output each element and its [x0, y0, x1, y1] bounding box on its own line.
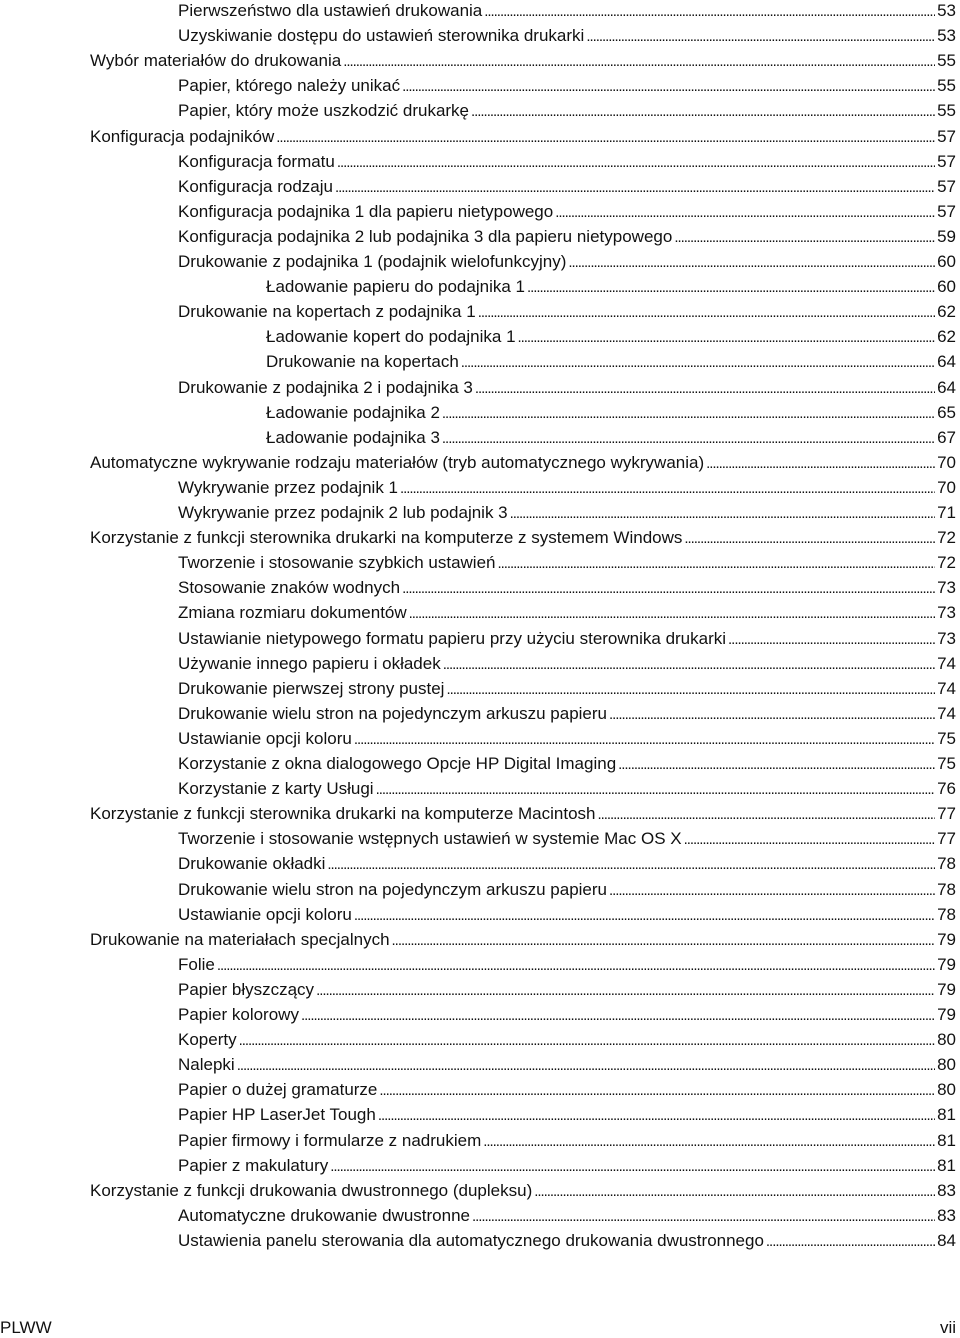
toc-entry[interactable]	[178, 653, 956, 675]
footer-page-number: vii	[939, 1318, 956, 1337]
toc-entry-page: 53	[937, 1, 956, 20]
toc-entry-title: Drukowanie wielu stron na pojedynczym arkuszu papieru	[178, 703, 607, 723]
toc-entry[interactable]	[178, 502, 956, 524]
toc-entry[interactable]	[178, 552, 956, 574]
toc-entry-title: Konfiguracja podajnika 2 lub podajnika 3 dla papieru nietypowego	[178, 226, 673, 246]
toc-dot-leader	[555, 201, 935, 224]
toc-entry-title: Papier kolorowy	[178, 1005, 299, 1024]
toc-entry[interactable]	[178, 1130, 956, 1152]
toc-entry-title: Tworzenie i stosowanie szybkich ustawień	[178, 553, 496, 573]
toc-entry-title: Korzystanie z funkcji sterownika drukarki na komputerze Macintosh	[90, 804, 596, 824]
toc-entry-page: 80	[937, 1080, 956, 1100]
toc-entry-title: Drukowanie pierwszej strony pustej	[178, 678, 445, 698]
toc-dot-leader	[510, 502, 935, 525]
toc-entry[interactable]	[178, 0, 956, 22]
toc-entry[interactable]	[178, 301, 956, 323]
toc-entry-title: Papier HP LaserJet Tough	[178, 1105, 376, 1125]
toc-entry[interactable]	[178, 954, 956, 976]
toc-dot-leader	[392, 929, 936, 952]
toc-entry-page: 55	[937, 76, 956, 96]
toc-entry-page: 62	[937, 327, 956, 347]
toc-entry-title: Uzyskiwanie dostępu do ustawień sterownika drukarki	[178, 26, 585, 46]
toc-entry[interactable]	[178, 602, 956, 624]
toc-entry-title: Drukowanie wielu stron na pojedynczym arkuszu papieru	[178, 879, 607, 899]
toc-entry-title: Stosowanie znaków wodnych	[178, 578, 401, 598]
toc-entry-page: 64	[937, 377, 956, 397]
toc-entry-title: Papier, który może uszkodzić drukarkę	[178, 101, 470, 121]
toc-entry[interactable]	[266, 402, 956, 424]
toc-entry[interactable]	[178, 151, 956, 173]
toc-entry[interactable]	[178, 477, 956, 499]
toc-dot-leader	[475, 377, 935, 400]
toc-dot-leader	[354, 904, 935, 927]
toc-entry[interactable]	[178, 377, 956, 399]
toc-dot-leader	[497, 552, 935, 575]
toc-dot-leader	[239, 1029, 935, 1052]
toc-entry-title: Ustawianie nietypowego formatu papieru przy użyciu sterownika drukarki	[178, 628, 727, 648]
toc-entry[interactable]	[178, 1079, 956, 1101]
toc-entry-page: 70	[937, 452, 956, 472]
toc-entry-page: 78	[937, 904, 956, 924]
toc-entry-page: 81	[937, 1155, 956, 1175]
toc-entry-title: Drukowanie z podajnika 1 (podajnik wielofunkcyjny)	[178, 252, 567, 271]
toc-entry[interactable]	[266, 276, 956, 298]
toc-dot-leader	[400, 477, 935, 500]
toc-entry[interactable]	[178, 879, 956, 901]
toc-entry-page: 72	[937, 553, 956, 573]
toc-dot-leader	[330, 1155, 935, 1178]
toc-entry-page: 53	[937, 26, 956, 46]
toc-entry[interactable]	[90, 527, 956, 549]
toc-entry[interactable]	[178, 853, 956, 875]
toc-entry[interactable]	[178, 1230, 956, 1252]
toc-entry[interactable]	[266, 427, 956, 449]
toc-entry[interactable]	[178, 1054, 956, 1076]
toc-entry-page: 83	[937, 1205, 956, 1225]
toc-entry-title: Ładowanie podajnika 3	[266, 427, 440, 447]
toc-dot-leader	[609, 703, 935, 726]
toc-entry[interactable]	[90, 803, 956, 825]
toc-dot-leader	[442, 402, 935, 425]
toc-entry[interactable]	[178, 75, 956, 97]
toc-entry[interactable]	[178, 176, 956, 198]
toc-dot-leader	[217, 954, 935, 977]
toc-entry-page: 70	[937, 477, 956, 497]
toc-dot-leader	[379, 1079, 935, 1102]
toc-entry-title: Drukowanie na kopertach	[266, 352, 459, 372]
toc-dot-leader	[728, 628, 935, 651]
toc-entry-page: 77	[937, 829, 956, 849]
toc-dot-leader	[706, 452, 935, 475]
toc-entry-page: 81	[937, 1130, 956, 1150]
toc-entry-page: 57	[937, 176, 956, 196]
toc-entry-title: Ładowanie podajnika 2	[266, 402, 440, 422]
toc-dot-leader	[461, 351, 935, 374]
toc-entry-page: 77	[937, 804, 956, 824]
toc-entry[interactable]	[266, 326, 956, 348]
toc-entry-title: Konfiguracja podajnika 1 dla papieru nietypowego	[178, 201, 554, 221]
toc-entry-title: Używanie innego papieru i okładek	[178, 653, 441, 673]
toc-entry-title: Papier firmowy i formularze z nadrukiem	[178, 1130, 482, 1150]
toc-dot-leader	[478, 301, 935, 324]
toc-entry-page: 55	[937, 51, 956, 71]
toc-entry[interactable]	[178, 1104, 956, 1126]
toc-dot-leader	[378, 1104, 935, 1127]
toc-entry[interactable]	[178, 1155, 956, 1177]
toc-entry[interactable]	[178, 1029, 956, 1051]
toc-entry[interactable]	[178, 25, 956, 47]
toc-entry-title: Korzystanie z okna dialogowego Opcje HP Digital Imaging	[178, 754, 617, 773]
toc-entry-title: Tworzenie i stosowanie wstępnych ustawień w systemie Mac OS X	[178, 829, 682, 849]
toc-entry[interactable]	[90, 452, 956, 474]
toc-dot-leader	[337, 151, 935, 174]
toc-dot-leader	[484, 0, 935, 23]
toc-entry-page: 81	[937, 1105, 956, 1125]
footer-document-code: PLWW	[0, 1318, 52, 1337]
toc-dot-leader	[327, 853, 935, 876]
toc-entry-title: Korzystanie z karty Usługi	[178, 779, 374, 799]
toc-entry-title: Drukowanie z podajnika 2 i podajnika 3	[178, 377, 473, 397]
toc-entry-page: 79	[937, 954, 956, 974]
toc-entry-title: Korzystanie z funkcji drukowania dwustronnego (dupleksu)	[90, 1180, 533, 1200]
toc-entry-page: 71	[937, 503, 956, 522]
toc-dot-leader	[518, 326, 936, 349]
toc-dot-leader	[766, 1230, 935, 1253]
toc-entry[interactable]	[178, 753, 956, 775]
toc-entry[interactable]	[178, 904, 956, 926]
toc-entry-page: 78	[937, 879, 956, 899]
toc-entry-page: 74	[937, 678, 956, 698]
toc-entry-title: Automatyczne wykrywanie rodzaju materiałów (tryb automatycznego wykrywania)	[90, 452, 705, 472]
toc-entry-title: Pierwszeństwo dla ustawień drukowania	[178, 1, 483, 20]
toc-dot-leader	[527, 276, 935, 299]
toc-entry-title: Papier o dużej gramaturze	[178, 1080, 378, 1100]
toc-entry-page: 74	[937, 653, 956, 673]
toc-entry-title: Papier z makulatury	[178, 1155, 329, 1175]
toc-entry-title: Ustawianie opcji koloru	[178, 728, 352, 748]
toc-dot-leader	[335, 176, 935, 199]
toc-entry-page: 57	[937, 126, 956, 146]
toc-entry-page: 60	[937, 252, 956, 271]
toc-entry[interactable]	[178, 678, 956, 700]
toc-entry-title: Folie	[178, 954, 215, 974]
toc-dot-leader	[402, 577, 935, 600]
toc-entry-title: Wykrywanie przez podajnik 2 lub podajnik 3	[178, 503, 508, 522]
toc-dot-leader	[409, 602, 935, 625]
toc-dot-leader	[568, 251, 935, 274]
toc-dot-leader	[343, 50, 935, 73]
toc-entry-page: 73	[937, 628, 956, 648]
toc-entry-title: Drukowanie okładki	[178, 854, 326, 874]
toc-entry[interactable]	[178, 979, 956, 1001]
toc-dot-leader	[609, 879, 935, 902]
toc-entry-title: Drukowanie na materiałach specjalnych	[90, 929, 390, 949]
toc-entry-page: 80	[937, 1055, 956, 1075]
toc-dot-leader	[483, 1130, 935, 1153]
toc-entry-page: 64	[937, 352, 956, 372]
toc-entry-title: Korzystanie z funkcji sterownika drukarki na komputerze z systemem Windows	[90, 528, 683, 548]
toc-entry[interactable]	[178, 703, 956, 725]
toc-entry-title: Konfiguracja podajników	[90, 126, 275, 146]
toc-entry[interactable]	[178, 728, 956, 750]
toc-entry[interactable]	[178, 628, 956, 650]
toc-dot-leader	[471, 100, 935, 123]
toc-entry-title: Drukowanie na kopertach z podajnika 1	[178, 302, 476, 322]
toc-entry[interactable]	[178, 577, 956, 599]
toc-dot-leader	[684, 527, 935, 550]
toc-dot-leader	[586, 25, 935, 48]
toc-entry[interactable]	[178, 201, 956, 223]
toc-entry-title: Koperty	[178, 1030, 237, 1050]
toc-entry[interactable]	[178, 828, 956, 850]
toc-entry-page: 57	[937, 201, 956, 221]
toc-entry-page: 62	[937, 302, 956, 322]
toc-entry[interactable]	[178, 226, 956, 248]
toc-entry-page: 75	[937, 754, 956, 773]
toc-dot-leader	[598, 803, 936, 826]
toc-entry-title: Wybór materiałów do drukowania	[90, 51, 342, 71]
toc-entry-page: 74	[937, 703, 956, 723]
toc-dot-leader	[534, 1180, 935, 1203]
toc-entry[interactable]	[178, 778, 956, 800]
toc-entry-page: 59	[937, 226, 956, 246]
toc-entry-page: 60	[937, 277, 956, 297]
toc-entry[interactable]	[90, 1180, 956, 1202]
toc-entry-page: 78	[937, 854, 956, 874]
toc-entry-title: Papier, którego należy unikać	[178, 76, 401, 96]
toc-entry[interactable]	[178, 1205, 956, 1227]
toc-entry[interactable]	[266, 351, 956, 373]
toc-entry[interactable]	[178, 1004, 956, 1026]
toc-dot-leader	[402, 75, 935, 98]
toc-entry-title: Papier błyszczący	[178, 979, 315, 999]
toc-dot-leader	[674, 226, 935, 249]
toc-entry-page: 67	[937, 427, 956, 447]
toc-entry-page: 57	[937, 151, 956, 171]
toc-entry-page: 75	[937, 728, 956, 748]
toc-entry-page: 80	[937, 1030, 956, 1050]
toc-dot-leader	[443, 653, 935, 676]
toc-entry-title: Zmiana rozmiaru dokumentów	[178, 603, 407, 623]
toc-entry-title: Ustawianie opcji koloru	[178, 904, 352, 924]
toc-entry-title: Konfiguracja rodzaju	[178, 176, 333, 196]
toc-entry-page: 79	[937, 979, 956, 999]
toc-dot-leader	[472, 1205, 935, 1228]
toc-entry-page: 73	[937, 578, 956, 598]
toc-dot-leader	[376, 778, 936, 801]
toc-dot-leader	[446, 678, 935, 701]
toc-dot-leader	[618, 753, 935, 776]
toc-entry-page: 79	[937, 1005, 956, 1024]
toc-entry-title: Ładowanie papieru do podajnika 1	[266, 277, 525, 297]
toc-dot-leader	[316, 979, 935, 1002]
toc-entry-title: Ładowanie kopert do podajnika 1	[266, 327, 516, 347]
toc-dot-leader	[237, 1054, 935, 1077]
toc-entry-page: 73	[937, 603, 956, 623]
toc-dot-leader	[442, 427, 935, 450]
toc-entry-title: Nalepki	[178, 1055, 235, 1075]
toc-dot-leader	[684, 828, 935, 851]
toc-entry-page: 84	[937, 1230, 956, 1250]
toc-entry-title: Konfiguracja formatu	[178, 151, 335, 171]
toc-dot-leader	[301, 1004, 935, 1027]
toc-entry[interactable]	[90, 929, 956, 951]
toc-entry-title: Automatyczne drukowanie dwustronne	[178, 1205, 470, 1225]
toc-entry[interactable]	[178, 100, 956, 122]
toc-entry[interactable]	[90, 126, 956, 148]
toc-entry-page: 72	[937, 528, 956, 548]
toc-entry[interactable]	[178, 251, 956, 273]
toc-dot-leader	[354, 728, 935, 751]
toc-dot-leader	[276, 126, 935, 149]
toc-entry[interactable]	[90, 50, 956, 72]
toc-entry-page: 83	[937, 1180, 956, 1200]
toc-entry-title: Ustawienia panelu sterowania dla automatycznego drukowania dwustronnego	[178, 1230, 764, 1250]
toc-entry-title: Wykrywanie przez podajnik 1	[178, 477, 398, 497]
toc-entry-page: 65	[937, 402, 956, 422]
toc-entry-page: 76	[937, 779, 956, 799]
toc-entry-page: 79	[937, 929, 956, 949]
toc-entry-page: 55	[937, 101, 956, 121]
